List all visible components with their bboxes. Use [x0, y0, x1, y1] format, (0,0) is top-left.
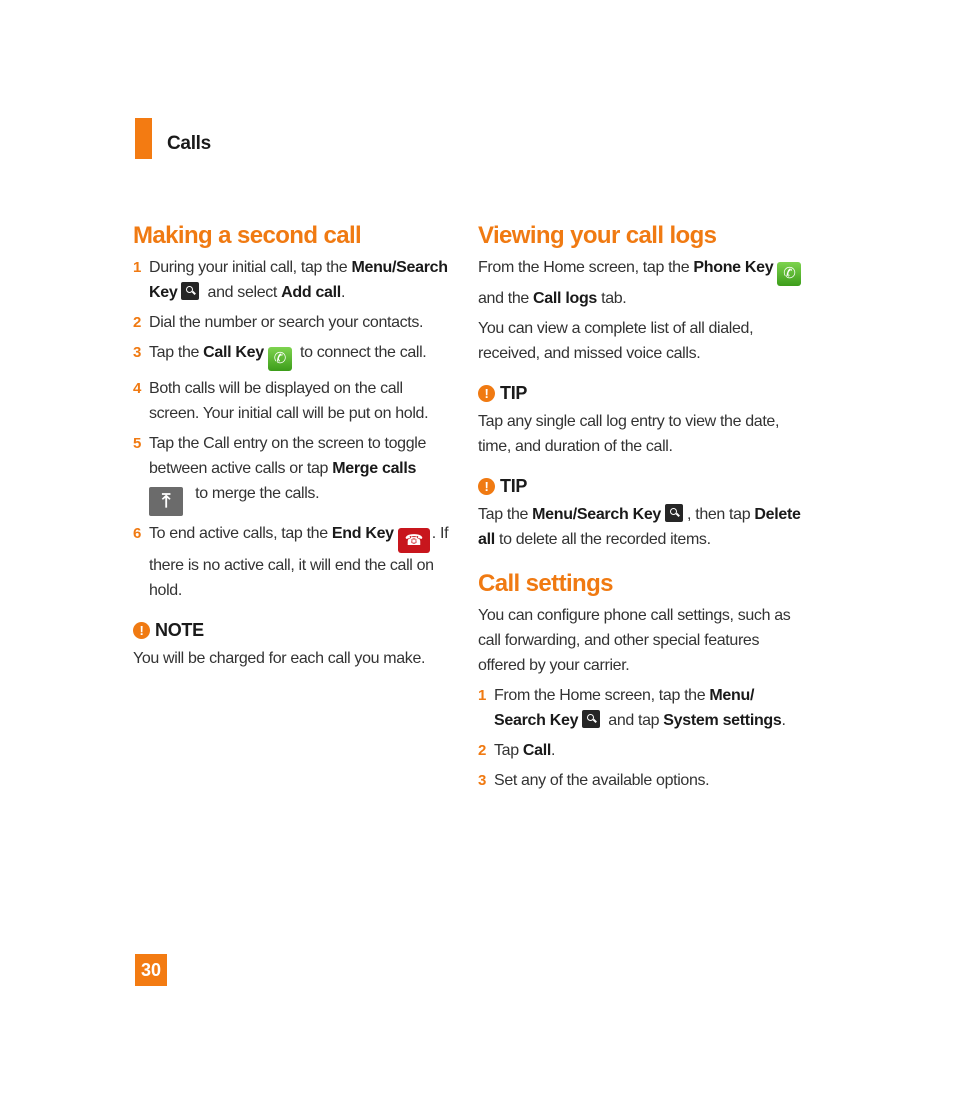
call-settings-intro: You can configure phone call settings, such as call forwarding, and other special features offered by your carrier. [478, 607, 791, 674]
making-second-call-heading: Making a second call [133, 222, 362, 249]
step-number: 6 [133, 525, 141, 542]
list-item [478, 768, 808, 793]
paragraph-text: to delete all the recorded items. [494, 531, 711, 548]
step-text: Tap the Call entry on the screen to toggle between active calls or tap [149, 435, 427, 477]
list-item [133, 521, 451, 603]
step-text: to connect the call. [295, 344, 427, 361]
call-logs-description: You can view a complete list of all dialed, received, and missed voice calls. [478, 320, 754, 362]
call-key-label: Call Key [203, 344, 264, 361]
phone-key-label: Phone Key [693, 259, 774, 276]
list-item [133, 431, 451, 516]
merge-calls-label: Merge calls [332, 460, 417, 477]
step-number: 5 [133, 435, 141, 452]
step-text: During your initial call, tap the [149, 259, 352, 276]
right-column [478, 220, 808, 798]
list-item [133, 255, 451, 305]
menu-search-key-label: Menu/ Search Key [494, 687, 755, 729]
paragraph-text: , then tap [687, 506, 755, 523]
alert-icon: ! [478, 385, 495, 402]
paragraph-text: Tap the [478, 506, 533, 523]
menu-search-key-icon [582, 710, 600, 728]
list-item [133, 340, 451, 371]
note-heading [133, 617, 451, 643]
step-text: Tap the [149, 344, 204, 361]
list-item [133, 376, 451, 426]
menu-search-key-label: Menu/Search Key [149, 259, 448, 301]
left-column [133, 220, 451, 671]
add-call-label: Add call [281, 284, 341, 301]
menu-search-key-label: Menu/Search Key [532, 506, 662, 523]
call-option-label: Call [522, 742, 551, 759]
step-text: to merge the calls. [191, 485, 320, 502]
alert-icon: ! [133, 622, 150, 639]
paragraph-text: tab. [597, 290, 627, 307]
page-number: 30 [135, 954, 167, 986]
end-key-icon: ☎ [398, 528, 430, 553]
step-number: 2 [133, 314, 141, 331]
step-text: and select [203, 284, 282, 301]
call-logs-instructions [478, 255, 808, 311]
viewing-call-logs-heading: Viewing your call logs [478, 222, 717, 249]
list-item [478, 683, 808, 733]
delete-all-label: Delete all [478, 506, 801, 548]
call-settings-heading: Call settings [478, 570, 613, 597]
tip-label: TIP [500, 383, 528, 403]
merge-calls-icon: ⤒ [149, 487, 183, 516]
step-number: 1 [133, 259, 141, 276]
tip-heading [478, 380, 808, 406]
step-number: 3 [478, 772, 486, 789]
step-text: Both calls will be displayed on the call screen. Your initial call will be put on hold. [149, 380, 429, 422]
step-text: To end active calls, tap the [149, 525, 332, 542]
step-number: 3 [133, 344, 141, 361]
call-settings-steps [478, 683, 808, 793]
step-text: . If there is no active call, it will end the call on hold. [149, 525, 449, 599]
step-text: From the Home screen, tap the [494, 687, 710, 704]
tip-heading [478, 473, 808, 499]
tip-text: Tap any single call log entry to view the date, time, and duration of the call. [478, 413, 780, 455]
menu-search-key-icon [181, 282, 199, 300]
section-marker [135, 118, 152, 159]
step-text: . [781, 712, 786, 729]
tip-delete-text [478, 502, 808, 552]
step-text: Dial the number or search your contacts. [149, 314, 424, 331]
end-key-label: End Key [331, 525, 394, 542]
step-text: . [340, 284, 346, 301]
paragraph-text: From the Home screen, tap the [478, 259, 694, 276]
call-logs-tab-label: Call logs [533, 290, 598, 307]
tip-label: TIP [500, 476, 528, 496]
menu-search-key-icon [665, 504, 683, 522]
alert-icon: ! [478, 478, 495, 495]
note-text: You will be charged for each call you make. [133, 650, 426, 667]
step-text: Tap [494, 742, 523, 759]
system-settings-label: System settings [663, 712, 782, 729]
step-text: . [551, 742, 556, 759]
section-label: Calls [167, 133, 211, 154]
step-text: and tap [604, 712, 664, 729]
step-number: 1 [478, 687, 486, 704]
call-key-icon: ✆ [268, 347, 292, 371]
phone-key-icon: ✆ [777, 262, 801, 286]
step-number: 4 [133, 380, 141, 397]
paragraph-text: and the [478, 290, 534, 307]
second-call-steps [133, 255, 451, 603]
list-item [133, 310, 451, 335]
step-text: Set any of the available options. [494, 772, 710, 789]
note-label: NOTE [155, 620, 204, 640]
step-number: 2 [478, 742, 486, 759]
list-item [478, 738, 808, 763]
